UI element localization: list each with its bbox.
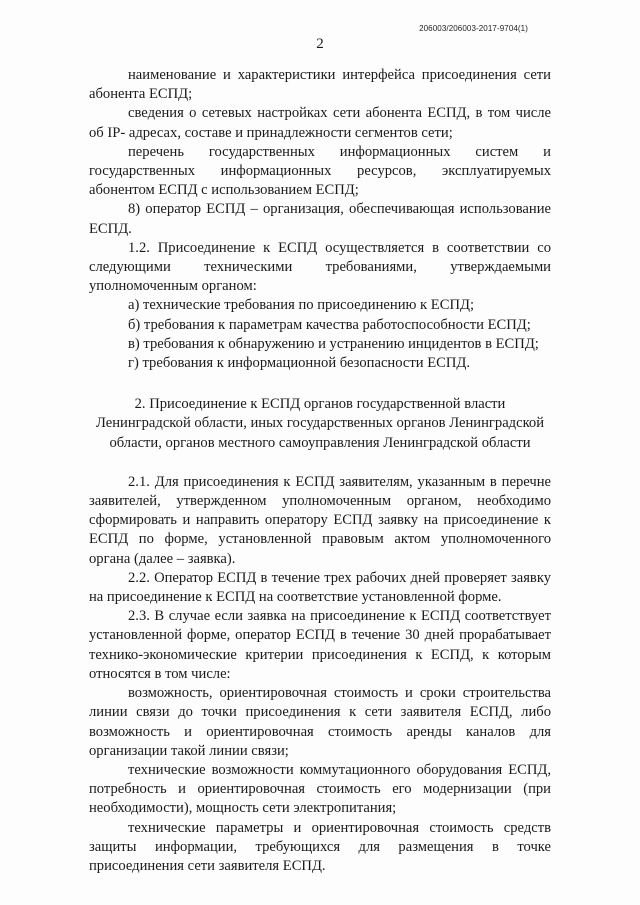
paragraph-criteria-security: технические параметры и ориентировочная стоимость средств защиты информации, требующихся для размещения в точке присоединения сети заявителя ЕСПД. <box>89 819 551 874</box>
paragraph-interface: наименование и характеристики интерфейса присоединения сети абонента ЕСПД; <box>89 67 551 103</box>
paragraph-network-settings: сведения о сетевых настройках сети абонента ЕСПД, в том числе об IP- адресах, составе и принадлежности сегментов сети; <box>89 105 551 141</box>
paragraph-2-1: 2.1. Для присоединения к ЕСПД заявителям, указанным в перечне заявителей, утвержденном уполномоченным органом, необходимо сформировать и направить оператору ЕСПД заявку на присоединение к ЕСПД по форме, установленной правовым актом уполномоченного органа (далее – заявка). <box>89 473 551 567</box>
paragraph-criteria-line: возможность, ориентировочная стоимость и сроки строительства линии связи до точки присоединения к сети заявителя ЕСПД, либо возможность и ориентировочная стоимость аренды каналов для организации такой линии связи; <box>89 685 551 759</box>
document-body <box>89 66 551 876</box>
document-id: 206003/206003-2017-9704(1) <box>419 24 528 33</box>
paragraph-2-3: 2.3. В случае если заявка на присоединение к ЕСПД соответствует установленной форме, оператор ЕСПД в течение 30 дней прорабатывает технико-экономические критерии присоединения к ЕСПД, к которым относятся в том числе: <box>89 608 551 682</box>
list-item-b: б) требования к параметрам качества работоспособности ЕСПД; <box>128 316 531 333</box>
paragraph-1-2: 1.2. Присоединение к ЕСПД осуществляется в соответствии со следующими техническими требованиями, утверждаемыми уполномоченным органом: <box>89 239 551 295</box>
paragraph-2-2: 2.2. Оператор ЕСПД в течение трех рабочих дней проверяет заявку на присоединение к ЕСПД на соответствие установленной форме. <box>89 569 551 606</box>
list-item-a: а) технические требования по присоединению к ЕСПД; <box>128 297 474 314</box>
paragraph-operator-definition: 8) оператор ЕСПД – организация, обеспечивающая использование ЕСПД. <box>89 201 551 237</box>
section-heading-2: 2. Присоединение к ЕСПД органов государственной власти Ленинградской области, иных государственных органов Ленинградской области, органов местного самоуправления Ленинградской области <box>95 396 545 451</box>
page-number: 2 <box>316 36 324 52</box>
paragraph-gov-systems-list: перечень государственных информационных систем и государственных информационных ресурсов, эксплуатируемых абонентом ЕСПД с использованием ЕСПД; <box>89 143 551 199</box>
list-item-v: в) требования к обнаружению и устранению инцидентов в ЕСПД; <box>128 335 539 352</box>
paragraph-criteria-equipment: технические возможности коммутационного оборудования ЕСПД, потребность и ориентировочная стоимость его модернизации (при необходимости), мощность сети электропитания; <box>89 761 551 817</box>
list-item-g: г) требования к информационной безопасности ЕСПД. <box>128 355 470 372</box>
